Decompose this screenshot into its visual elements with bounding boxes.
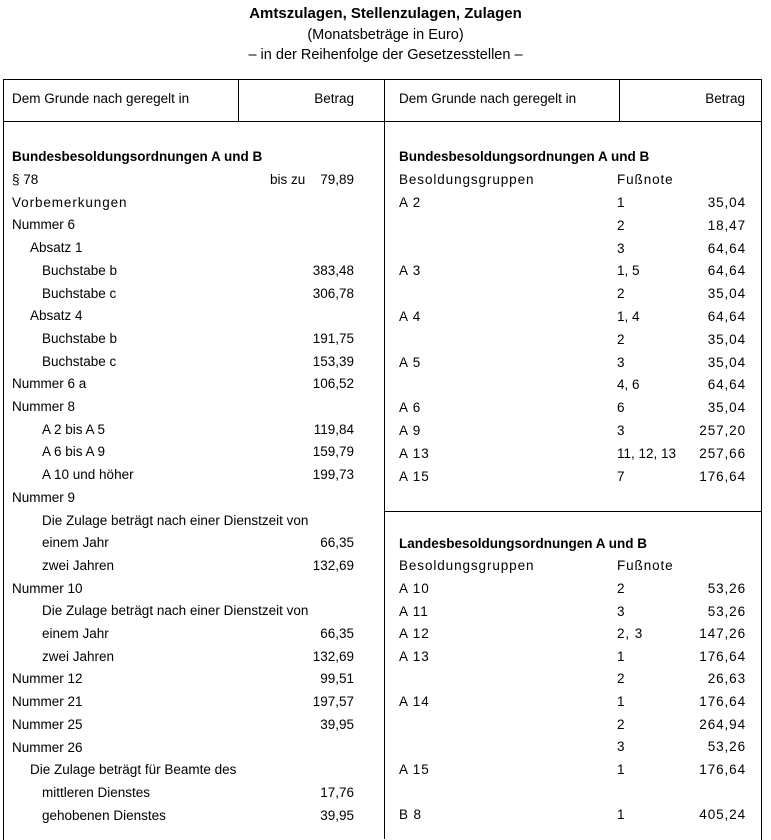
- right-bottom-footnote-header: Fußnote: [617, 558, 674, 573]
- right-bottom-footnote: 1: [617, 761, 626, 777]
- right-top-footnote: 2: [617, 331, 625, 347]
- right-top-footnote: 6: [617, 400, 625, 416]
- right-bottom-footnote: 3: [617, 739, 626, 755]
- left-row-label: Die Zulage beträgt nach einer Dienstzeit von: [42, 603, 309, 619]
- right-top-group: A 6: [399, 400, 422, 416]
- right-bottom-group: A 15: [399, 761, 430, 777]
- left-row-amount: 106,52: [312, 376, 354, 392]
- left-row-label: Absatz 4: [30, 308, 83, 324]
- right-header-divider: [619, 79, 620, 121]
- left-row-label: Buchstabe c: [42, 285, 117, 301]
- right-bottom-amount: 176,64: [699, 761, 746, 777]
- right-bottom-footnote: 1: [617, 694, 626, 709]
- right-bottom-amount: 53,26: [707, 603, 746, 619]
- right-top-amount: 64,64: [707, 377, 746, 393]
- right-bottom-footnote: 1: [617, 807, 626, 822]
- right-top-footnote: 2: [617, 286, 625, 302]
- header-rule: [3, 121, 761, 122]
- right-top-footnote: 2: [617, 217, 625, 233]
- right-bottom-section-title: Landesbesoldungsordnungen A und B: [399, 536, 647, 551]
- right-top-footnote: 1, 5: [617, 263, 640, 279]
- right-top-footnote: 1, 4: [617, 309, 640, 324]
- left-row-label: § 78: [12, 172, 39, 187]
- left-row-label: Buchstabe b: [42, 262, 118, 278]
- left-row-amount: 132,69: [312, 557, 354, 573]
- order-note: – in der Reihenfolge der Gesetzesstellen –: [248, 47, 523, 63]
- right-top-group: A 3: [399, 263, 422, 279]
- right-top-amount: 35,04: [707, 331, 746, 347]
- left-row-label: A 2 bis A 5: [42, 421, 106, 437]
- left-row-label: Nummer 6 a: [12, 376, 87, 392]
- left-row-amount: 199,73: [312, 467, 354, 483]
- left-row-label: Buchstabe c: [42, 353, 117, 369]
- right-bottom-footnote: 1: [617, 648, 626, 664]
- left-row-label: Nummer 10: [12, 580, 83, 596]
- right-bottom-footnote: 2: [617, 671, 626, 687]
- left-section-title: Bundesbesoldungsordnungen A und B: [12, 149, 263, 164]
- left-row-label: einem Jahr: [42, 626, 109, 641]
- left-row-amount: 66,35: [320, 626, 354, 641]
- right-section-rule: [385, 511, 761, 512]
- left-row-label: Nummer 6: [12, 217, 76, 233]
- right-top-amount: 257,66: [699, 445, 746, 461]
- left-row-label: Die Zulage beträgt für Beamte des: [30, 762, 237, 778]
- left-row-amount: 99,51: [320, 671, 354, 687]
- right-top-group: A 9: [399, 423, 422, 438]
- right-top-amount: 35,04: [707, 354, 746, 370]
- left-row-label: Nummer 8: [12, 399, 76, 414]
- right-top-amount: 64,64: [707, 263, 746, 279]
- right-bottom-amount: 176,64: [699, 648, 746, 664]
- left-row-amount: 383,48: [312, 262, 354, 278]
- left-header-divider: [238, 79, 239, 121]
- right-top-amount: 18,47: [707, 217, 746, 233]
- left-row-amount: 39,95: [320, 716, 354, 732]
- left-row-label: Nummer 25: [12, 716, 83, 732]
- left-row-amount: 132,69: [312, 648, 354, 664]
- left-row-label: Absatz 1: [30, 240, 83, 256]
- left-row-label: A 10 und höher: [42, 467, 134, 483]
- right-bottom-amount: 405,24: [699, 807, 746, 822]
- right-top-amount: 64,64: [707, 309, 746, 324]
- left-row-label: Nummer 9: [12, 489, 76, 505]
- left-amount-header: Betrag: [314, 91, 354, 106]
- left-row-label: Nummer 26: [12, 739, 83, 755]
- left-row-label: A 6 bis A 9: [42, 444, 106, 460]
- document-title: Amtszulagen, Stellenzulagen, Zulagen: [249, 5, 522, 22]
- right-top-amount: 64,64: [707, 240, 746, 256]
- left-row-amount: 39,95: [320, 807, 354, 823]
- left-row-amount: 197,57: [312, 694, 354, 710]
- left-column-header: Dem Grunde nach geregelt in: [12, 91, 190, 106]
- right-top-footnote: 3: [617, 423, 625, 438]
- right-bottom-footnote: 3: [617, 603, 626, 619]
- left-row-label: gehobenen Dienstes: [42, 807, 166, 823]
- column-divider: [384, 79, 385, 839]
- right-top-group: A 15: [399, 468, 430, 484]
- right-top-footnote: 1: [617, 195, 625, 210]
- document-subtitle: (Monatsbeträge in Euro): [307, 27, 464, 43]
- left-row-amount: 306,78: [312, 285, 354, 301]
- right-top-amount: 35,04: [707, 400, 746, 416]
- left-row-label: Nummer 21: [12, 694, 83, 710]
- right-top-group: A 5: [399, 354, 422, 370]
- left-row-amount: 119,84: [313, 421, 354, 437]
- right-top-footnote: 3: [617, 354, 625, 370]
- left-row-amount: 159,79: [312, 444, 354, 460]
- right-bottom-footnote: 2: [617, 581, 626, 596]
- right-bottom-group: A 14: [399, 694, 430, 709]
- left-row-label: einem Jahr: [42, 535, 109, 551]
- right-top-group: A 2: [399, 195, 422, 210]
- right-top-footnote: 7: [617, 468, 625, 484]
- right-column-header: Dem Grunde nach geregelt in: [399, 91, 577, 106]
- right-bottom-group: A 13: [399, 648, 430, 664]
- right-top-group: A 4: [399, 309, 422, 324]
- right-top-footnote-header: Fußnote: [617, 172, 674, 187]
- right-top-amount: 35,04: [707, 286, 746, 302]
- right-top-amount: 257,20: [699, 423, 746, 438]
- right-top-footnote: 3: [617, 240, 625, 256]
- right-bottom-amount: 53,26: [707, 581, 746, 596]
- right-bottom-footnote: 2, 3: [617, 626, 644, 642]
- right-bottom-group: B 8: [399, 807, 422, 822]
- left-row-amount: 66,35: [320, 535, 354, 551]
- right-top-amount: 35,04: [707, 195, 746, 210]
- right-top-section-title: Bundesbesoldungsordnungen A und B: [399, 149, 650, 164]
- left-row-label: Buchstabe b: [42, 330, 118, 346]
- left-row-amount: 17,76: [320, 784, 354, 800]
- right-bottom-amount: 176,64: [699, 694, 746, 709]
- right-bottom-footnote: 2: [617, 716, 626, 732]
- right-bottom-amount: 264,94: [699, 716, 746, 732]
- right-bottom-group: A 12: [399, 626, 430, 642]
- left-row-amount: 79,89: [320, 172, 354, 187]
- right-bottom-amount: 147,26: [699, 626, 746, 642]
- left-row-amount: 153,39: [312, 353, 354, 369]
- right-bottom-amount: 26,63: [707, 671, 746, 687]
- right-bottom-group: A 10: [399, 581, 430, 596]
- left-row-amount: 191,75: [312, 330, 354, 346]
- left-row-label: Vorbemerkungen: [12, 194, 128, 210]
- left-row-label: mittleren Dienstes: [42, 784, 151, 800]
- right-top-amount: 176,64: [699, 468, 746, 484]
- left-row-label: Die Zulage beträgt nach einer Dienstzeit von: [42, 512, 309, 528]
- right-top-footnote: 11, 12, 13: [617, 445, 677, 461]
- right-amount-header: Betrag: [705, 91, 745, 106]
- right-top-group: A 13: [399, 445, 430, 461]
- left-row-label: zwei Jahren: [42, 648, 115, 664]
- right-top-group-header: Besoldungsgruppen: [399, 172, 535, 187]
- right-top-footnote: 4, 6: [617, 377, 640, 393]
- left-row-label: Nummer 12: [12, 671, 83, 687]
- right-bottom-group-header: Besoldungsgruppen: [399, 558, 535, 573]
- left-row-label: zwei Jahren: [42, 557, 115, 573]
- right-bottom-group: A 11: [399, 603, 429, 619]
- left-row-qualifier: bis zu: [270, 172, 306, 187]
- right-bottom-amount: 53,26: [707, 739, 746, 755]
